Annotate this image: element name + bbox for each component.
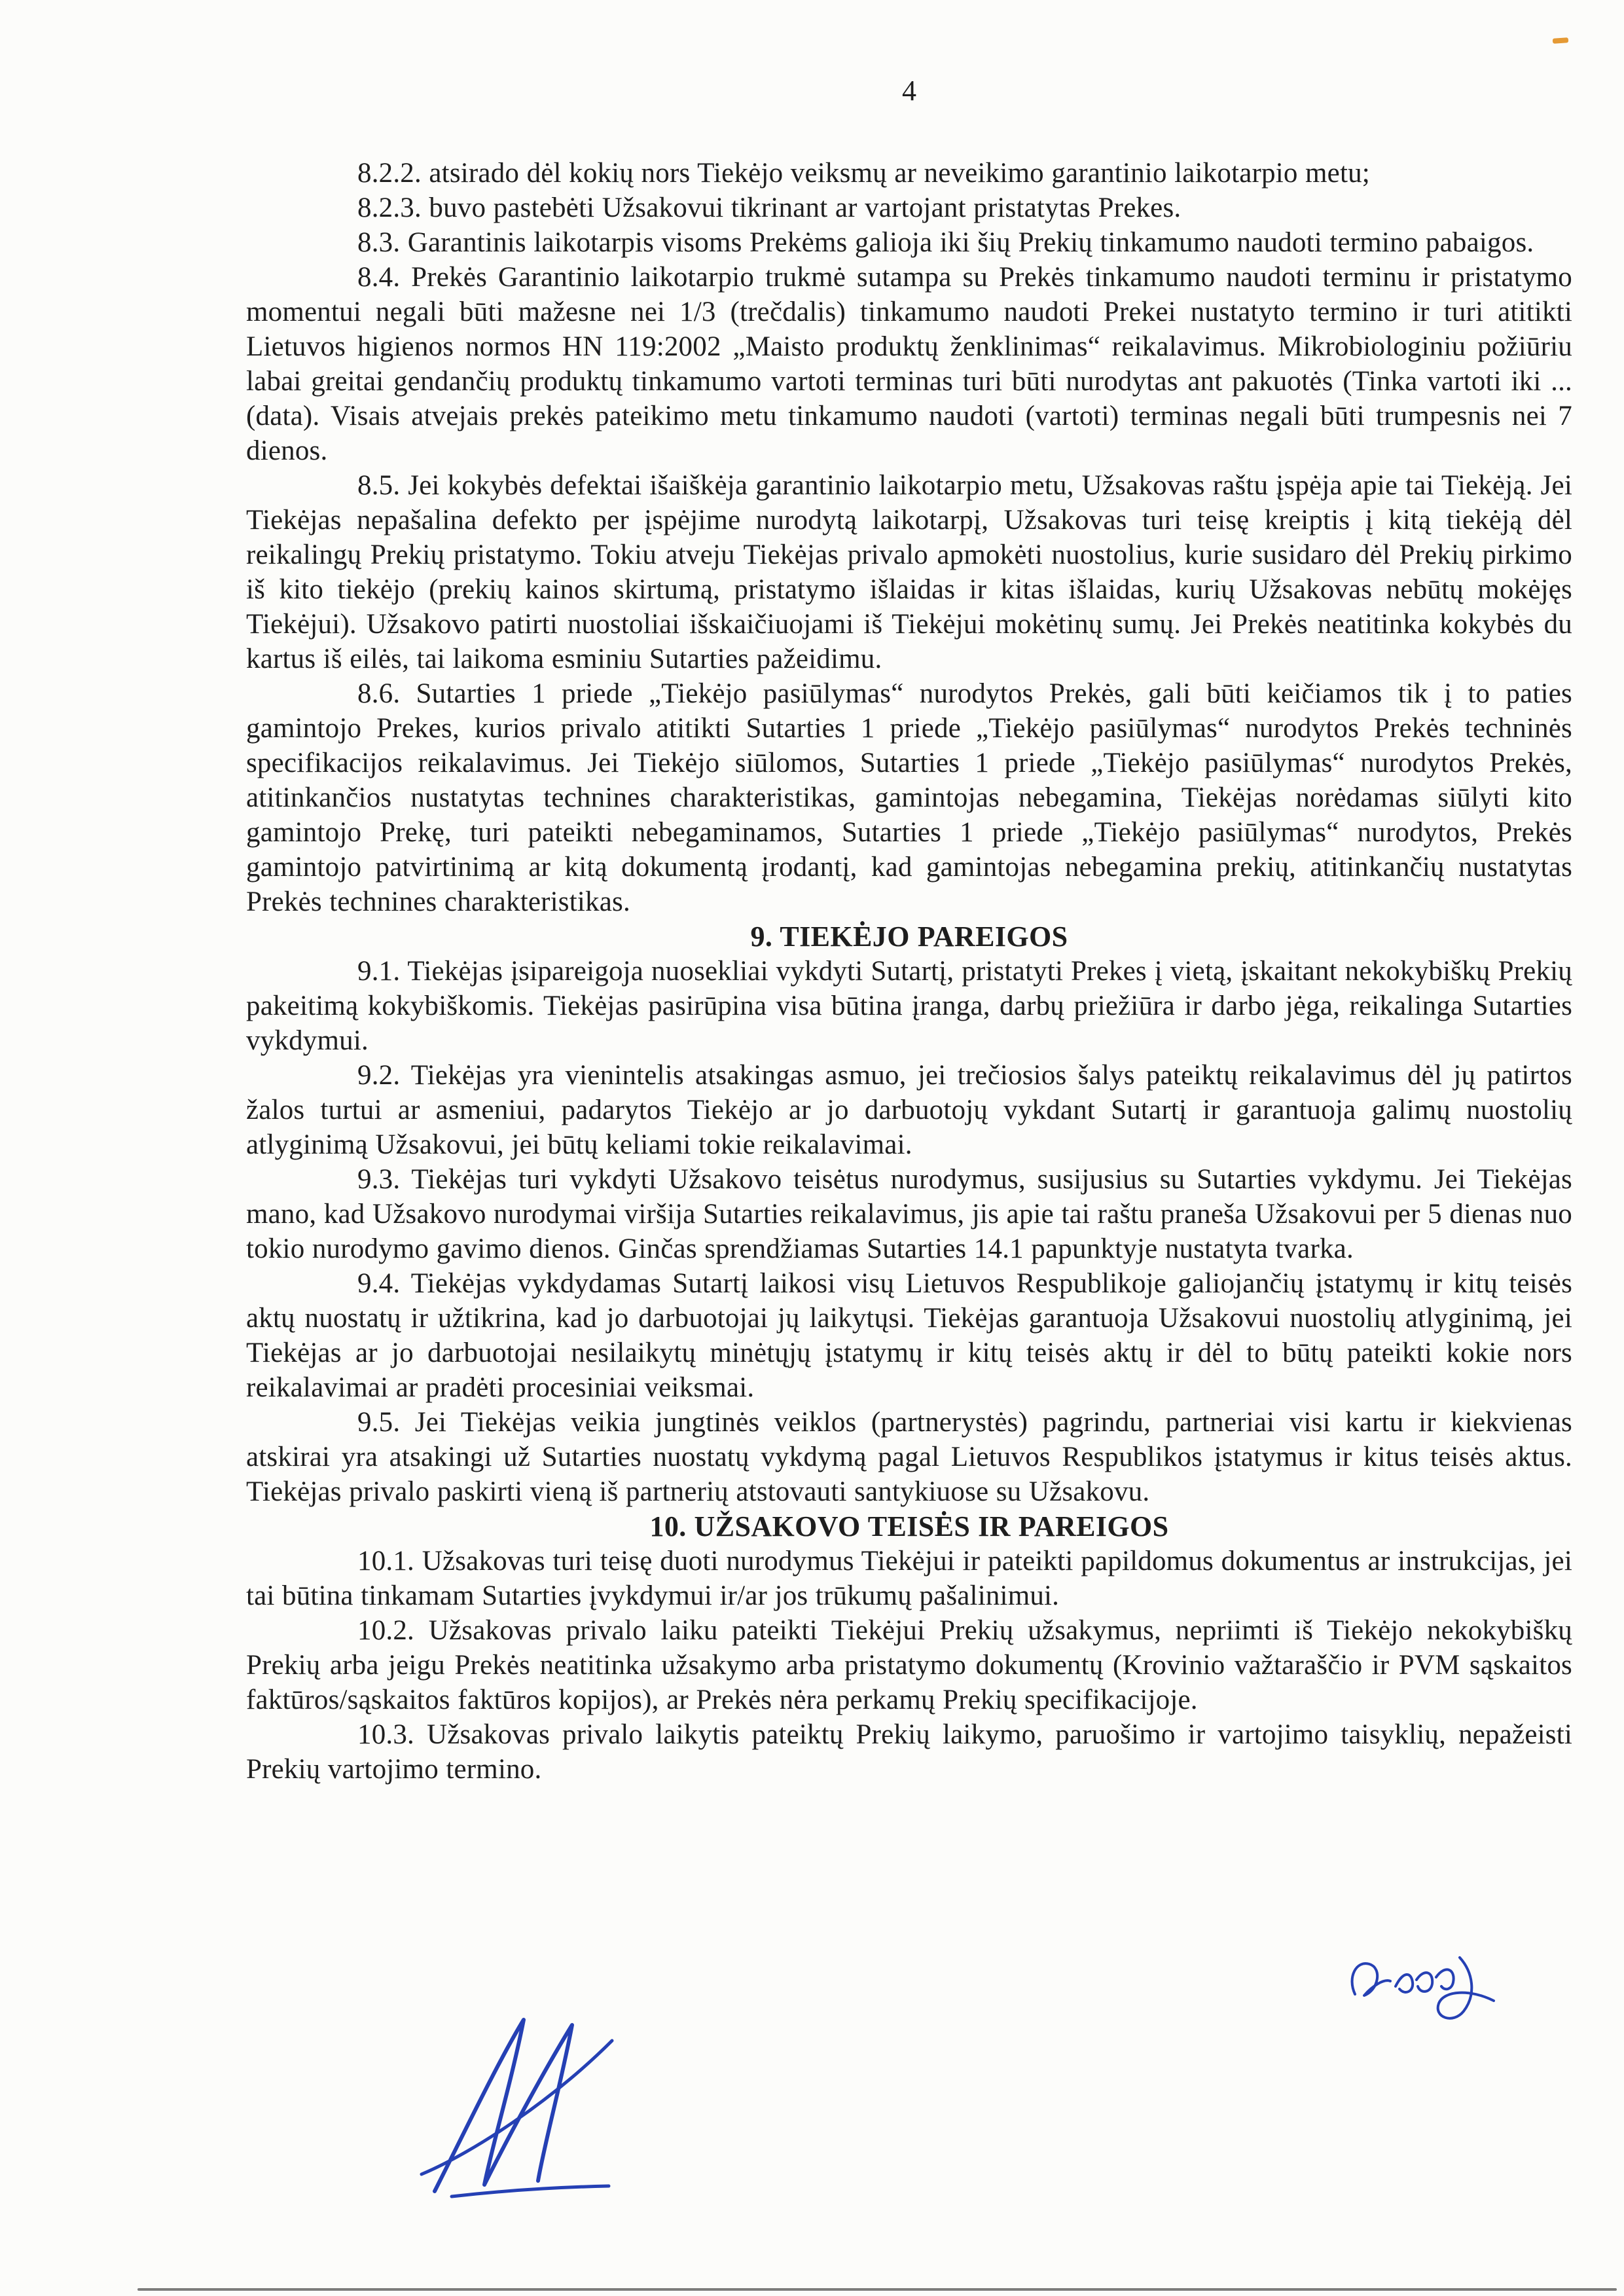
section-heading-10: 10. UŽSAKOVO TEISĖS IR PAREIGOS xyxy=(649,1510,1169,1542)
clause-10-3: 10.3. Užsakovas privalo laikytis pateiktų Prekių laikymo, paruošimo ir vartojimo taisyklių, nepažeisti Prekių vartojimo termino. xyxy=(246,1719,1572,1785)
clause-9-1: 9.1. Tiekėjas įsipareigoja nuosekliai vykdyti Sutartį, pristatyti Prekes į vietą, įskaitant nekokybiškų Prekių pakeitimą kokybiškomis. Tiekėjas pasirūpina visa būtina įranga, darbų priežiūra ir darbo jėga, reikalinga Sutarties vykdymui. xyxy=(246,956,1572,1056)
clause-8-5: 8.5. Jei kokybės defektai išaiškėja garantinio laikotarpio metu, Užsakovas raštu įspėja apie tai Tiekėją. Jei Tiekėjas nepašalina defekto per įspėjime nurodytą laikotarpį, Užsakovas turi teisę kreiptis į kitą tiekėją dėl reikalingų Prekių pristatymo. Tokiu atveju Tiekėjas privalo apmokėti nuostolius, kurie susidaro dėl Prekių pirkimo iš kito tiekėjo (prekių kainos skirtumą, pristatymo išlaidas ir kitas išlaidas, kurių Užsakovas nebūtų mokėjęs Tiekėjui). Užsakovo patirti nuostoliai išskaičiuojami iš Tiekėjui mokėtinų sumų. Jei Prekės neatitinka kokybės du kartus iš eilės, tai laikoma esminiu Sutarties pažeidimu. xyxy=(246,470,1572,674)
section-heading-9: 9. TIEKĖJO PAREIGOS xyxy=(750,920,1068,953)
clause-8-4: 8.4. Prekės Garantinio laikotarpio trukmė sutampa su Prekės tinkamumo naudoti terminu ir pristatymo momentui negali būti mažesne nei 1/3 (trečdalis) tinkamumo naudoti Prekei nustatyto termino ir turi atitikti Lietuvos higienos normos HN 119:2002 „Maisto produktų ženklinimas“ reikalavimus. Mikrobiologiniu požiūriu labai greitai gendančių produktų tinkamumo vartoti terminas turi būti nurodytas ant pakuotės (Tinka vartoti iki ... (data). Visais atvejais prekės pateikimo metu tinkamumo naudoti (vartoti) terminas negali būti trumpesnis nei 7 dienos. xyxy=(246,262,1572,466)
clause-8-2-3: 8.2.3. buvo pastebėti Užsakovui tikrinant ar vartojant pristatytas Prekes. xyxy=(357,192,1182,223)
clause-9-5: 9.5. Jei Tiekėjas veikia jungtinės veiklos (partnerystės) pagrindu, partneriai visi kartu ir kiekvienas atskirai yra atsakingi už Sutarties nuostatų vykdymą pagal Lietuvos Respublikos įstatymus ir kitus teisės aktus. Tiekėjas privalo paskirti vieną iš partnerių atstovauti santykiuose su Užsakovu. xyxy=(246,1407,1572,1507)
clause-9-4: 9.4. Tiekėjas vykdydamas Sutartį laikosi visų Lietuvos Respublikoje galiojančių įstatymų ir kitų teisės aktų nuostatų ir užtikrina, kad jo darbuotojai jų laikytųsi. Tiekėjas garantuoja Užsakovui nuostolių atlyginimą, jei Tiekėjas ar jo darbuotojai nesilaikytų minėtųjų įstatymų ir kitų teisės aktų ir dėl to būtų pateikti kokie nors reikalavimai ar pradėti procesiniai veiksmai. xyxy=(246,1268,1572,1403)
document-body xyxy=(246,156,1572,1787)
clause-9-3: 9.3. Tiekėjas turi vykdyti Užsakovo teisėtus nurodymus, susijusius su Sutarties vykdymu. Jei Tiekėjas mano, kad Užsakovo nurodymai viršija Sutarties reikalavimus, jis apie tai raštu praneša Užsakovui per 5 dienas nuo tokio nurodymo gavimo dienos. Ginčas sprendžiamas Sutarties 14.1 papunktyje nustatyta tvarka. xyxy=(246,1164,1572,1264)
clause-10-2: 10.2. Užsakovas privalo laiku pateikti Tiekėjui Prekių užsakymus, nepriimti iš Tiekėjo nekokybiškų Prekių arba jeigu Prekės neatitinka užsakymo arba pristatymo dokumentų (Krovinio važtaraščio ir PVM sąskaitos faktūros/sąskaitos faktūros kopijos), ar Prekės nėra perkamų Prekių specifikacijoje. xyxy=(246,1615,1572,1715)
clause-8-2-2: 8.2.2. atsirado dėl kokių nors Tiekėjo veiksmų ar neveikimo garantinio laikotarpio metu; xyxy=(357,158,1370,189)
signature-right xyxy=(1342,1951,1506,2030)
signature-left xyxy=(412,2000,648,2210)
clause-8-6: 8.6. Sutarties 1 priede „Tiekėjo pasiūlymas“ nurodytos Prekės, gali būti keičiamos tik į to paties gamintojo Prekes, kurios privalo atitikti Sutarties 1 priede „Tiekėjo pasiūlymas“ nurodytos Prekės techninės specifikacijos reikalavimus. Jei Tiekėjo siūlomos, Sutarties 1 priede „Tiekėjo pasiūlymas“ nurodytos Prekės, atitinkančios nustatytas technines charakteristikas, gamintojas nebegamina, Tiekėjas norėdamas siūlyti kito gamintojo Prekę, turi pateikti nebegaminamos, Sutarties 1 priede „Tiekėjo pasiūlymas“ nurodytos, Prekės gamintojo patvirtinimą ar kitą dokumentą įrodantį, kad gamintojas nebegamina prekių, atitinkančių nustatytas Prekės technines charakteristikas. xyxy=(246,678,1572,917)
clause-9-2: 9.2. Tiekėjas yra vienintelis atsakingas asmuo, jei trečiosios šalys pateiktų reikalavimus dėl jų patirtos žalos turtui ar asmeniui, padarytos Tiekėjo ar jo darbuotojų vykdant Sutartį ir garantuoja galimų nuostolių atlyginimą Užsakovui, jei būtų keliami tokie reikalavimai. xyxy=(246,1060,1572,1160)
scan-edge xyxy=(137,2288,1617,2291)
clause-8-3: 8.3. Garantinis laikotarpis visoms Prekėms galioja iki šių Prekių tinkamumo naudoti termino pabaigos. xyxy=(357,227,1534,258)
page-number: 4 xyxy=(902,75,916,107)
scan-artifact-orange xyxy=(1553,37,1568,44)
clause-10-1: 10.1. Užsakovas turi teisę duoti nurodymus Tiekėjui ir pateikti papildomus dokumentus ar instrukcijas, jei tai būtina tinkamam Sutarties įvykdymui ir/ar jos trūkumų pašalinimui. xyxy=(246,1546,1572,1611)
